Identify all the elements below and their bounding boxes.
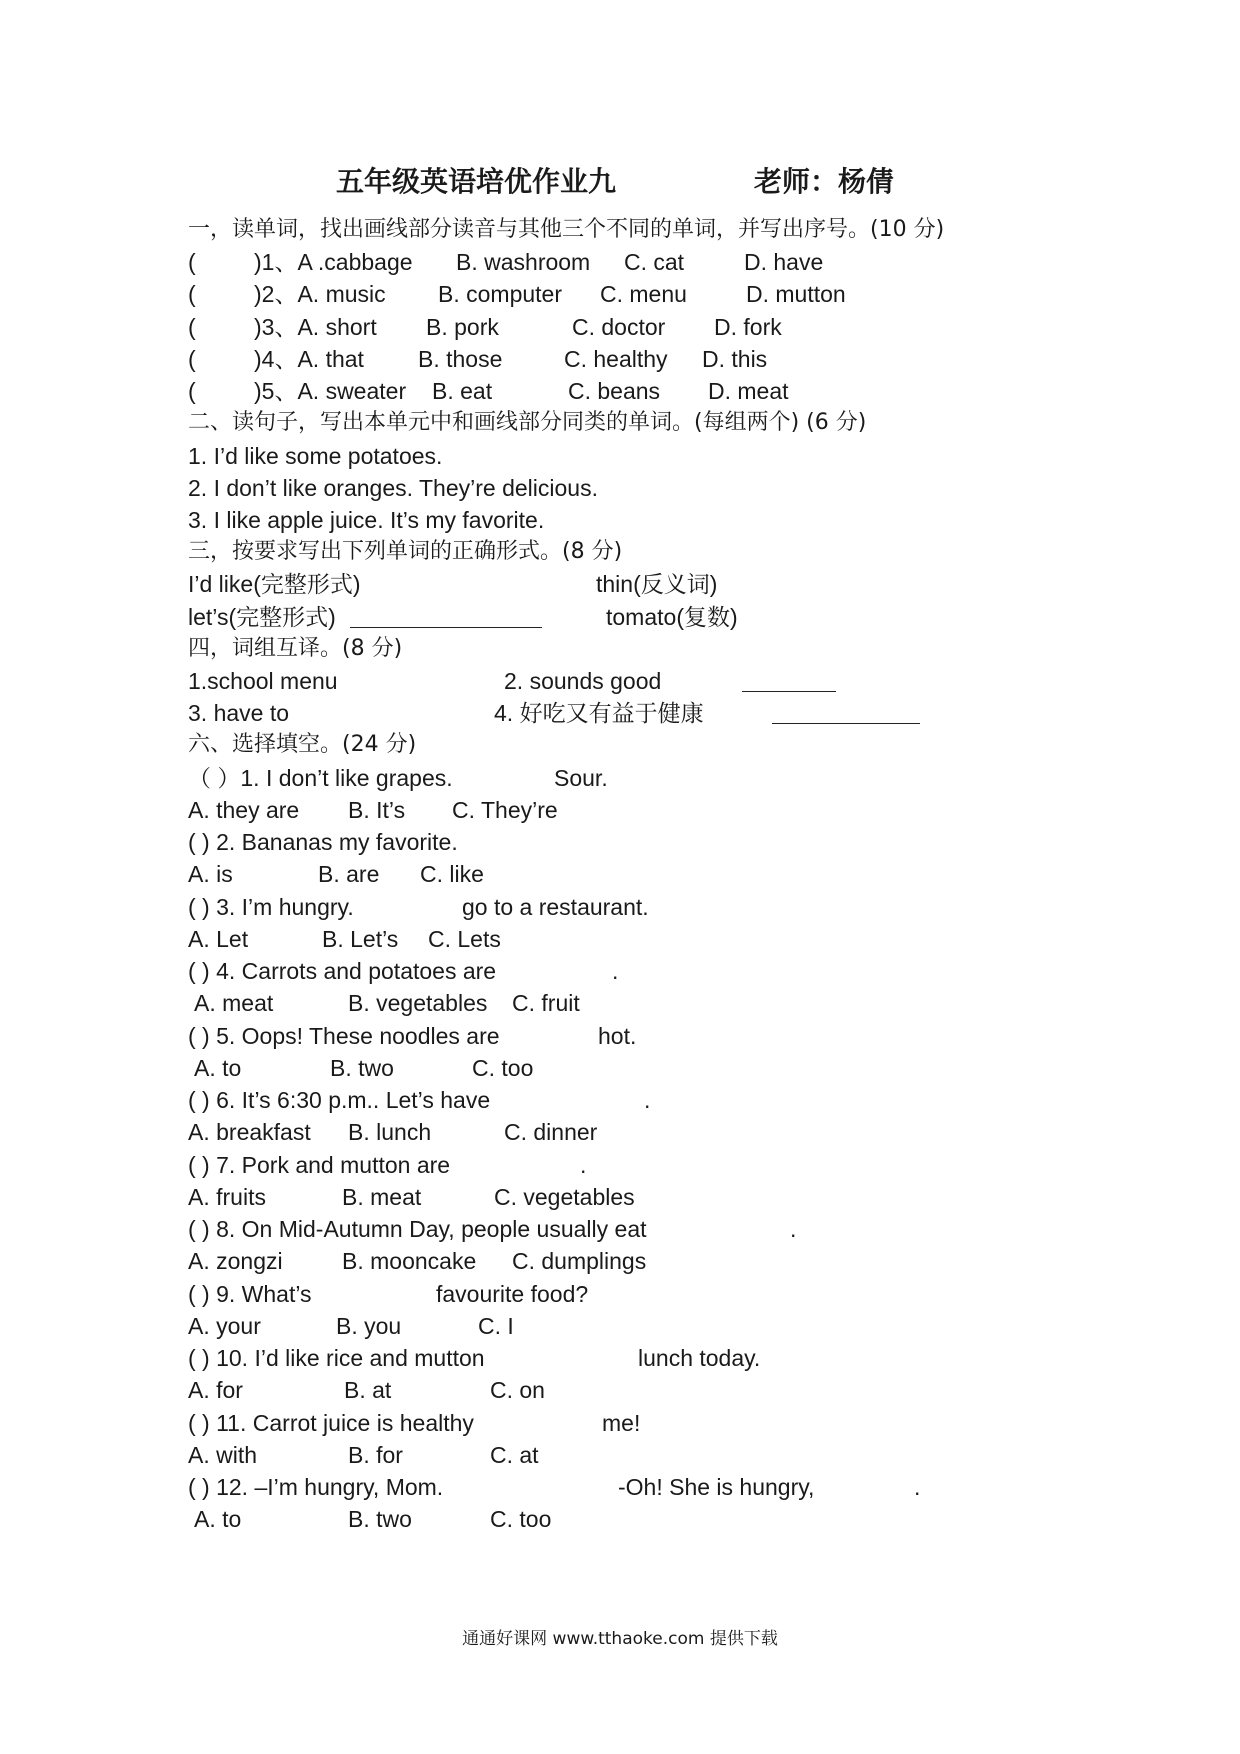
answer-blank[interactable] (772, 701, 920, 724)
worksheet-title: 五年级英语培优作业九 (336, 165, 617, 198)
section6-heading: 六、选择填空。(24 分) (188, 732, 417, 757)
answer-blank[interactable] (350, 605, 542, 628)
section1-heading: 一，读单词，找出画线部分读音与其他三个不同的单词，并写出序号。(10 分) (188, 217, 945, 242)
teacher-name: 老师：杨倩 (754, 165, 895, 198)
s2-item-1: 1. I’d like some potatoes. (188, 443, 443, 469)
s2-item-3: 3. I like apple juice. It’s my favorite. (188, 507, 545, 533)
footer-source: 通通好课网 www.tthaoke.com 提供下载 (462, 1629, 778, 1649)
section4-heading: 四，词组互译。(8 分) (188, 636, 403, 661)
worksheet-page: 五年级英语培优作业九 老师：杨倩 一，读单词，找出画线部分读音与其他三个不同的单词，并写出序号。(10 分) ( )1、A .cabbage B. washroom C. cat D. have ( )2、A. music B. computer C. menu D. mutton ( )3、A. short B. pork C. doctor D. fork ( )4、A. that B. those C. healthy D. this ( )5、A. sweater B. eat C. beans D. meat 二、读句子，写出本单元中和画线部分同类的单词。(每组两个) (6 分) 1. I’d like some potatoes. 2. I don’t like oranges. They’re delicious. 3. I like apple juice. It’s my favorite. 三，按要求写出下列单词的正确形式。(8 分) I’d like(完整形式) thin(反义词) let’s(完整形式) tomato(复数) 四，词组互译。(8 分) 1.school menu 2. sounds good 3. have to 4. 好吃又有益于健康 六、选择填空。(24 分) （ ）1. I don’t like grapes. Sour. A. they are B. It’s C. They’re ( ) 2. Bananas my favorite. A. is B. are C. like ( ) 3. I’m hungry. go to a restaurant. A. Let B. Let’s C. Lets ( ) 4. Carrots and potatoes are . A. meat B. vegetables C. fruit ( ) 5. Oops! These noodles are hot. A. to B. two C. too ( ) 6. It’s 6:30 p.m.. Let’s have . A. breakfast B. lunch C. dinner ( ) 7. Pork and mutton are . A. fruits B. meat C. vegetables ( ) 8. On Mid-Autumn Day, people usually eat . A. zongzi B. mooncake C. dumplings ( ) 9. What’s favourite food? A. your B. you C. I ( ) 10. I’d like rice and mutton lunch today. A. for B. at C. on ( ) 11. Carrot juice is healthy me! A. with B. for C. at ( ) 12. –I’m hungry, Mom. -Oh! She is hungry, . A. to B. two C. too 通通好课网 www.tthaoke.com 提供下载 (0, 0, 1240, 1754)
s2-item-2: 2. I don’t like oranges. They’re delicious. (188, 475, 598, 501)
answer-blank[interactable] (742, 669, 836, 692)
section2-heading: 二、读句子，写出本单元中和画线部分同类的单词。(每组两个) (6 分) (188, 410, 867, 435)
page-title (0, 160, 1240, 204)
section3-heading: 三，按要求写出下列单词的正确形式。(8 分) (188, 539, 623, 564)
